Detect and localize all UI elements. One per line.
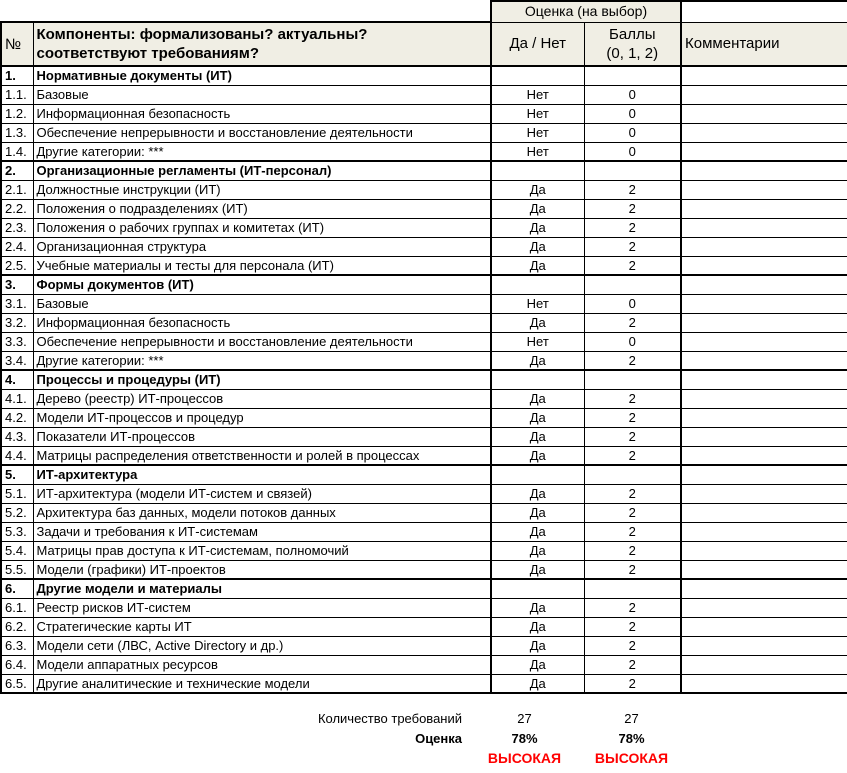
row-number: 1.4.	[1, 142, 33, 161]
comment-cell[interactable]	[681, 503, 847, 522]
points-cell[interactable]: 0	[584, 332, 681, 351]
row-label: Базовые	[33, 85, 491, 104]
yesno-cell[interactable]	[491, 161, 584, 180]
column-header-components	[33, 22, 491, 66]
comment-cell[interactable]	[681, 313, 847, 332]
comment-cell[interactable]	[681, 674, 847, 693]
row-label: Другие категории: ***	[33, 351, 491, 370]
points-cell[interactable]: 2	[584, 446, 681, 465]
table-row	[1, 275, 847, 294]
table-row	[1, 674, 847, 693]
row-label: Реестр рисков ИТ-систем	[33, 598, 491, 617]
row-number: 5.3.	[1, 522, 33, 541]
yesno-cell[interactable]	[491, 66, 584, 85]
yesno-cell[interactable]: Да	[491, 541, 584, 560]
yesno-cell[interactable]: Да	[491, 503, 584, 522]
row-number: 4.2.	[1, 408, 33, 427]
comment-cell[interactable]	[681, 655, 847, 674]
yesno-cell[interactable]: Нет	[491, 85, 584, 104]
row-label: Показатели ИТ-процессов	[33, 427, 491, 446]
comment-cell[interactable]	[681, 199, 847, 218]
points-cell[interactable]: 0	[584, 123, 681, 142]
row-number: 6.5.	[1, 674, 33, 693]
table-row	[1, 598, 847, 617]
components-header-line1: Компоненты: формализованы? актуальны?	[36, 26, 368, 43]
row-number: 1.	[1, 66, 33, 85]
points-cell[interactable]: 2	[584, 598, 681, 617]
yesno-cell[interactable]: Да	[491, 427, 584, 446]
table-row	[1, 579, 847, 598]
requirements-count-row	[0, 708, 847, 728]
yesno-cell[interactable]: Да	[491, 408, 584, 427]
row-label: Матрицы распределения ответственности и ролей в процессах	[33, 446, 491, 465]
points-cell[interactable]	[584, 370, 681, 389]
comment-cell[interactable]	[681, 123, 847, 142]
points-cell[interactable]: 2	[584, 427, 681, 446]
column-header-comments: Комментарии	[681, 22, 847, 66]
column-header-yesno: Да / Нет	[491, 22, 584, 66]
row-label: Формы документов (ИТ)	[33, 275, 491, 294]
yesno-cell[interactable]: Нет	[491, 294, 584, 313]
row-number: 1.2.	[1, 104, 33, 123]
row-label: Организационные регламенты (ИТ-персонал)	[33, 161, 491, 180]
comment-cell[interactable]	[681, 218, 847, 237]
column-header-points	[584, 22, 681, 66]
row-label: Модели сети (ЛВС, Active Directory и др.)	[33, 636, 491, 655]
row-number: 6.	[1, 579, 33, 598]
table-row	[1, 560, 847, 579]
comment-cell[interactable]	[681, 104, 847, 123]
comment-cell[interactable]	[681, 370, 847, 389]
row-number: 4.4.	[1, 446, 33, 465]
comment-cell[interactable]	[681, 617, 847, 636]
row-number: 4.	[1, 370, 33, 389]
row-label: Базовые	[33, 294, 491, 313]
table-row	[1, 199, 847, 218]
row-number: 4.1.	[1, 389, 33, 408]
row-label: Модели ИТ-процессов и процедур	[33, 408, 491, 427]
row-number: 2.1.	[1, 180, 33, 199]
table-row	[1, 256, 847, 275]
comment-cell[interactable]	[681, 598, 847, 617]
table-row	[1, 446, 847, 465]
comment-cell[interactable]	[681, 522, 847, 541]
table-head-rows	[1, 1, 847, 66]
comment-cell[interactable]	[681, 484, 847, 503]
table-row	[1, 389, 847, 408]
yesno-cell[interactable]: Да	[491, 389, 584, 408]
points-cell[interactable]: 2	[584, 484, 681, 503]
row-number: 5.2.	[1, 503, 33, 522]
comment-cell[interactable]	[681, 142, 847, 161]
yesno-cell[interactable]: Нет	[491, 123, 584, 142]
table-row	[1, 85, 847, 104]
table-row	[1, 218, 847, 237]
table-row	[1, 522, 847, 541]
eval-group-row	[1, 1, 847, 22]
table-row	[1, 180, 847, 199]
row-label: Обеспечение непрерывности и восстановление деятельности	[33, 332, 491, 351]
score-yesno: 78%	[511, 730, 538, 746]
table-row	[1, 370, 847, 389]
comment-cell[interactable]	[681, 161, 847, 180]
table-row	[1, 104, 847, 123]
row-number: 6.3.	[1, 636, 33, 655]
comment-cell[interactable]	[681, 237, 847, 256]
top-spacer	[1, 1, 491, 22]
points-cell[interactable]: 2	[584, 218, 681, 237]
points-cell[interactable]	[584, 465, 681, 484]
table-row	[1, 313, 847, 332]
row-label: Архитектура баз данных, модели потоков данных	[33, 503, 491, 522]
table-row	[1, 161, 847, 180]
comment-cell[interactable]	[681, 636, 847, 655]
row-number: 5.1.	[1, 484, 33, 503]
row-label: Информационная безопасность	[33, 313, 491, 332]
score-row	[0, 728, 847, 748]
row-number: 3.1.	[1, 294, 33, 313]
yesno-cell[interactable]: Да	[491, 237, 584, 256]
comment-cell[interactable]	[681, 332, 847, 351]
table-row	[1, 503, 847, 522]
row-number: 3.2.	[1, 313, 33, 332]
row-label: Другие категории: ***	[33, 142, 491, 161]
row-label: Организационная структура	[33, 237, 491, 256]
table-row	[1, 351, 847, 370]
score-label: Оценка	[415, 730, 462, 746]
yesno-cell[interactable]: Да	[491, 636, 584, 655]
yesno-cell[interactable]: Нет	[491, 104, 584, 123]
eval-group-header: Оценка (на выбор)	[491, 1, 681, 22]
points-cell[interactable]: 2	[584, 617, 681, 636]
points-cell[interactable]: 2	[584, 636, 681, 655]
rating-row	[0, 748, 847, 768]
row-label: Модели (графики) ИТ-проектов	[33, 560, 491, 579]
comment-cell[interactable]	[681, 275, 847, 294]
summary-footer	[0, 708, 847, 768]
points-cell[interactable]: 0	[584, 104, 681, 123]
comment-cell[interactable]	[681, 408, 847, 427]
table-row	[1, 332, 847, 351]
row-number: 6.2.	[1, 617, 33, 636]
row-number: 4.3.	[1, 427, 33, 446]
points-cell[interactable]	[584, 161, 681, 180]
table-row	[1, 294, 847, 313]
row-label: Другие модели и материалы	[33, 579, 491, 598]
points-header-line1: Баллы	[609, 25, 656, 43]
yesno-cell[interactable]: Да	[491, 522, 584, 541]
points-cell[interactable]: 2	[584, 389, 681, 408]
points-cell[interactable]: 2	[584, 503, 681, 522]
row-number: 5.5.	[1, 560, 33, 579]
row-number: 2.2.	[1, 199, 33, 218]
points-cell[interactable]: 2	[584, 674, 681, 693]
top-blank-cell	[681, 1, 847, 22]
points-header-line2: (0, 1, 2)	[606, 44, 659, 62]
comment-cell[interactable]	[681, 256, 847, 275]
column-header-number: №	[1, 22, 33, 66]
row-label: Другие аналитические и технические модели	[33, 674, 491, 693]
yesno-cell[interactable]: Нет	[491, 332, 584, 351]
yesno-cell[interactable]	[491, 465, 584, 484]
table-row	[1, 66, 847, 85]
points-cell[interactable]: 2	[584, 408, 681, 427]
row-number: 6.1.	[1, 598, 33, 617]
comment-cell[interactable]	[681, 85, 847, 104]
table-row	[1, 427, 847, 446]
comment-cell[interactable]	[681, 427, 847, 446]
table-row	[1, 142, 847, 161]
yesno-cell[interactable]: Да	[491, 655, 584, 674]
table-row	[1, 636, 847, 655]
row-label: Нормативные документы (ИТ)	[33, 66, 491, 85]
comment-cell[interactable]	[681, 541, 847, 560]
points-cell[interactable]: 0	[584, 294, 681, 313]
row-number: 2.3.	[1, 218, 33, 237]
comment-cell[interactable]	[681, 560, 847, 579]
row-label: Информационная безопасность	[33, 104, 491, 123]
yesno-cell[interactable]	[491, 275, 584, 294]
row-number: 3.	[1, 275, 33, 294]
points-cell[interactable]: 2	[584, 560, 681, 579]
requirements-count-points: 27	[624, 710, 639, 726]
yesno-cell[interactable]: Да	[491, 484, 584, 503]
yesno-cell[interactable]: Да	[491, 351, 584, 370]
yesno-cell[interactable]: Нет	[491, 142, 584, 161]
row-label: Модели аппаратных ресурсов	[33, 655, 491, 674]
row-number: 3.4.	[1, 351, 33, 370]
row-label: Обеспечение непрерывности и восстановление деятельности	[33, 123, 491, 142]
comment-cell[interactable]	[681, 579, 847, 598]
row-label: Должностные инструкции (ИТ)	[33, 180, 491, 199]
yesno-cell[interactable]: Да	[491, 218, 584, 237]
points-cell[interactable]	[584, 275, 681, 294]
comment-cell[interactable]	[681, 465, 847, 484]
yesno-cell[interactable]: Да	[491, 598, 584, 617]
points-cell[interactable]	[584, 66, 681, 85]
row-label: Стратегические карты ИТ	[33, 617, 491, 636]
row-number: 2.5.	[1, 256, 33, 275]
yesno-cell[interactable]: Да	[491, 560, 584, 579]
yesno-cell[interactable]: Да	[491, 199, 584, 218]
points-cell[interactable]: 2	[584, 256, 681, 275]
yesno-cell[interactable]: Да	[491, 446, 584, 465]
row-number: 2.4.	[1, 237, 33, 256]
table-body	[1, 66, 847, 693]
column-header-row	[1, 22, 847, 66]
points-cell[interactable]	[584, 579, 681, 598]
points-cell[interactable]: 2	[584, 199, 681, 218]
row-number: 1.3.	[1, 123, 33, 142]
yesno-cell[interactable]: Да	[491, 256, 584, 275]
row-label: Процессы и процедуры (ИТ)	[33, 370, 491, 389]
table-row	[1, 617, 847, 636]
yesno-cell[interactable]: Да	[491, 674, 584, 693]
requirements-count-label: Количество требований	[317, 710, 462, 726]
table-row	[1, 465, 847, 484]
yesno-cell[interactable]	[491, 370, 584, 389]
row-number: 6.4.	[1, 655, 33, 674]
row-label: ИТ-архитектура	[33, 465, 491, 484]
row-label: Задачи и требования к ИТ-системам	[33, 522, 491, 541]
table-row	[1, 541, 847, 560]
table-row	[1, 123, 847, 142]
score-points: 78%	[618, 730, 645, 746]
row-label: Дерево (реестр) ИТ-процессов	[33, 389, 491, 408]
points-cell[interactable]: 0	[584, 85, 681, 104]
rating-yesno: ВЫСОКАЯ	[487, 750, 562, 766]
comment-cell[interactable]	[681, 351, 847, 370]
points-cell[interactable]: 2	[584, 313, 681, 332]
yesno-cell[interactable]: Да	[491, 313, 584, 332]
comment-cell[interactable]	[681, 294, 847, 313]
table-row	[1, 237, 847, 256]
points-cell[interactable]: 2	[584, 522, 681, 541]
row-label: Положения о подразделениях (ИТ)	[33, 199, 491, 218]
points-cell[interactable]: 2	[584, 237, 681, 256]
row-label: Матрицы прав доступа к ИТ-системам, полномочий	[33, 541, 491, 560]
comment-cell[interactable]	[681, 180, 847, 199]
yesno-cell[interactable]: Да	[491, 617, 584, 636]
row-number: 5.4.	[1, 541, 33, 560]
comment-cell[interactable]	[681, 446, 847, 465]
row-number: 1.1.	[1, 85, 33, 104]
yesno-cell[interactable]: Да	[491, 180, 584, 199]
table-row	[1, 408, 847, 427]
row-label: Положения о рабочих группах и комитетах (ИТ)	[33, 218, 491, 237]
yesno-cell[interactable]	[491, 579, 584, 598]
points-cell[interactable]: 2	[584, 655, 681, 674]
points-cell[interactable]: 2	[584, 351, 681, 370]
points-cell[interactable]: 2	[584, 541, 681, 560]
points-cell[interactable]: 0	[584, 142, 681, 161]
requirements-count-yesno: 27	[517, 710, 532, 726]
row-label: Учебные материалы и тесты для персонала (ИТ)	[33, 256, 491, 275]
row-label: ИТ-архитектура (модели ИТ-систем и связей)	[33, 484, 491, 503]
components-header-line2: соответствуют требованиям?	[36, 45, 260, 62]
row-number: 3.3.	[1, 332, 33, 351]
comment-cell[interactable]	[681, 389, 847, 408]
table-row	[1, 655, 847, 674]
rating-points: ВЫСОКАЯ	[594, 750, 669, 766]
comment-cell[interactable]	[681, 66, 847, 85]
table-row	[1, 484, 847, 503]
row-number: 5.	[1, 465, 33, 484]
row-number: 2.	[1, 161, 33, 180]
points-cell[interactable]: 2	[584, 180, 681, 199]
